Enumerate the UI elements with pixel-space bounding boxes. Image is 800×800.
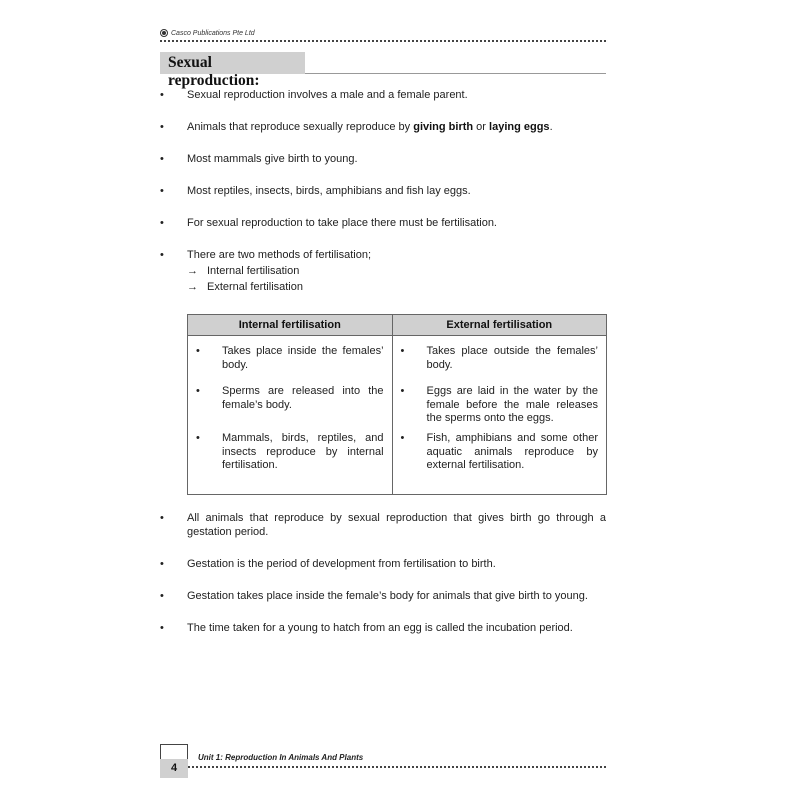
header-dotted-rule	[160, 40, 606, 42]
table-header-internal: Internal fertilisation	[188, 315, 393, 336]
bullet-text-part: or	[473, 121, 490, 133]
list-item	[160, 590, 606, 604]
bullet-icon: •	[160, 512, 164, 524]
table-item-text: Takes place outside the females’ body.	[426, 345, 598, 371]
sub-item-text: Internal fertilisation	[207, 265, 300, 277]
bullet-icon: •	[400, 345, 405, 357]
bullet-icon: •	[196, 345, 200, 357]
bullet-text	[187, 121, 606, 135]
bullet-icon: •	[160, 185, 164, 197]
arrow-icon: →	[187, 281, 198, 293]
bullet-text: Sexual reproduction involves a male and a female parent.	[187, 89, 468, 101]
bullet-text: All animals that reproduce by sexual reproduction that gives birth go through a gestation period.	[187, 512, 606, 538]
bullet-icon: •	[160, 622, 164, 634]
bullet-icon: •	[160, 249, 164, 261]
table-item-text: Takes place inside the females’ body.	[222, 345, 384, 371]
section-heading: Sexual reproduction:	[160, 52, 305, 74]
table-list-item	[196, 345, 384, 372]
bullet-icon: •	[160, 89, 164, 101]
table-item-text: Mammals, birds, reptiles, and insects reproduce by internal fertilisation.	[222, 432, 384, 471]
bold-term: giving birth	[413, 121, 474, 133]
table-list-item	[401, 345, 598, 372]
copyright-logo-icon	[160, 29, 168, 37]
bullet-text-part: Animals that reproduce sexually reproduce by	[187, 121, 414, 133]
sub-list-item	[187, 281, 303, 293]
bullet-text: The time taken for a young to hatch from an egg is called the incubation period.	[187, 622, 573, 634]
list-item	[160, 121, 606, 135]
table-list-item	[196, 385, 384, 412]
bold-term: laying eggs	[489, 121, 550, 133]
list-item	[160, 185, 606, 199]
bullet-icon: •	[400, 385, 405, 397]
table-header-external: External fertilisation	[392, 315, 606, 336]
bullet-icon: •	[196, 432, 200, 444]
table-list-item	[196, 432, 384, 473]
unit-title: Unit 1: Reproduction In Animals And Plants	[198, 753, 364, 762]
footer-dotted-rule	[188, 766, 606, 768]
external-column	[392, 336, 606, 495]
bullet-icon: •	[160, 558, 164, 570]
bullet-text: Gestation takes place inside the female’s body for animals that give birth to young.	[187, 590, 588, 602]
bullet-text: Most reptiles, insects, birds, amphibians and fish lay eggs.	[187, 185, 471, 197]
list-item	[160, 249, 606, 263]
sub-item-text: External fertilisation	[207, 281, 303, 293]
list-item	[160, 622, 606, 636]
bullet-icon: •	[160, 121, 164, 133]
table-list-item	[401, 385, 598, 426]
bullet-icon: •	[400, 432, 405, 444]
list-item	[160, 89, 606, 103]
bullet-icon: •	[160, 153, 164, 165]
bullet-text: Gestation is the period of development from fertilisation to birth.	[187, 558, 496, 570]
list-item	[160, 217, 606, 231]
bullet-icon: •	[160, 217, 164, 229]
bullet-icon: •	[196, 385, 200, 397]
bullet-text: For sexual reproduction to take place there must be fertilisation.	[187, 217, 497, 229]
publisher-name: Casco Publications Pte Ltd	[171, 29, 255, 37]
internal-column	[188, 336, 393, 495]
bullet-text-part: .	[549, 121, 553, 133]
list-item	[160, 558, 606, 572]
list-item	[160, 512, 606, 539]
list-item	[160, 153, 606, 167]
table-item-text: Eggs are laid in the water by the female before the male releases the sperms onto the eggs.	[426, 385, 598, 424]
bullet-text: Most mammals give birth to young.	[187, 153, 358, 165]
sub-list-item	[187, 265, 299, 277]
bullet-icon: •	[160, 590, 164, 602]
arrow-icon: →	[187, 265, 198, 277]
table-item-text: Fish, amphibians and some other aquatic animals reproduce by external fertilisation.	[426, 432, 598, 471]
fertilisation-table	[187, 314, 607, 495]
publisher-line	[160, 29, 255, 37]
heading-rule	[305, 73, 606, 74]
table-list-item	[401, 432, 598, 473]
bullet-text: There are two methods of fertilisation;	[187, 249, 372, 261]
table-item-text: Sperms are released into the female’s body.	[222, 385, 384, 411]
page-number: 4	[160, 759, 188, 778]
